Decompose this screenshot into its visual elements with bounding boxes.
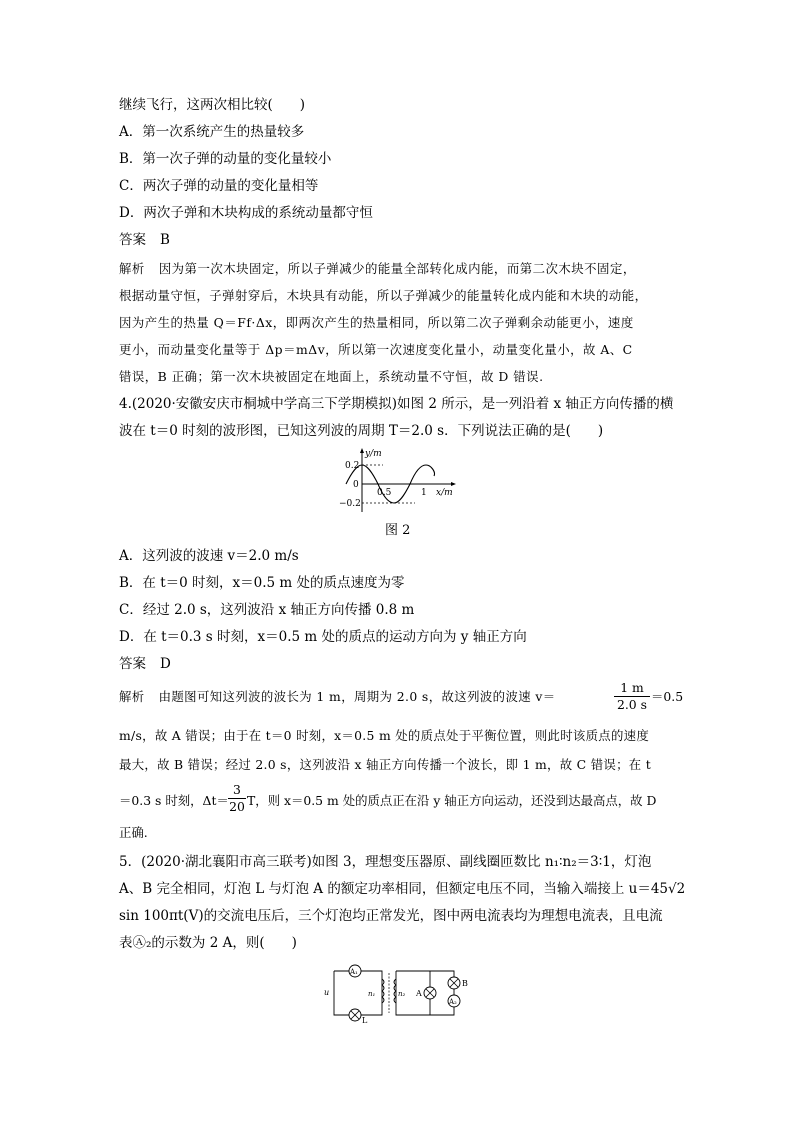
q5-stem-line-4: 表Ⓐ₂的示数为 2 A，则( ) <box>119 935 297 951</box>
answer-value: B <box>160 232 170 248</box>
q4-option-c: C．经过 2.0 s，这列波沿 x 轴正方向传播 0.8 m <box>119 602 415 618</box>
q3-analysis-line-1 <box>119 260 636 278</box>
tick-bottom: −0.2 <box>339 499 361 509</box>
q3-option-d: D．两次子弹和木块构成的系统动量都守恒 <box>119 205 373 221</box>
tick-top: 0.2 <box>345 461 360 471</box>
transformer-circuit-figure <box>322 963 472 1023</box>
fraction-numerator: 1 m <box>620 680 644 695</box>
q3-stem-tail: 继续飞行，这两次相比较( ) <box>119 97 306 113</box>
q4-option-b: B．在 t＝0 时刻，x＝0.5 m 处的质点速度为零 <box>119 575 405 591</box>
q3-analysis-line-5: 错误，B 正确；第一次木块被固定在地面上，系统动量不守恒，故 D 错误. <box>119 369 544 384</box>
q4-option-d: D．在 t＝0.3 s 时刻，x＝0.5 m 处的质点的运动方向为 y 轴正方向 <box>119 629 527 645</box>
q4-answer-row <box>119 655 171 673</box>
q4-analysis-line-1-end: ＝0.5 <box>651 689 684 704</box>
fraction-denominator: 20 <box>229 799 245 814</box>
ammeter-a2-label: A₂ <box>449 998 457 1006</box>
q5-stem-line-3: sin 100πt(V)的交流电压后，三个灯泡均正常发光，图中两电流表均为理想电流表，且电流 <box>119 908 663 924</box>
analysis-label: 解析 <box>119 261 145 276</box>
q4-analysis-line-2: m/s，故 A 错误；由于在 t＝0 时刻，x＝0.5 m 处的质点处于平衡位置，则此时该质点的速度 <box>119 728 650 743</box>
q4-analysis-line-4-end: T，则 x＝0.5 m 处的质点正在沿 y 轴正方向运动，还没到达最高点，故 D <box>247 793 657 808</box>
analysis-text: 因为第一次木块固定，所以子弹减少的能量全部转化成内能，而第二次木块不固定， <box>158 261 636 276</box>
tick-half: 0.5 <box>377 488 392 498</box>
analysis-text: 由题图可知这列波的波长为 1 m，周期为 2.0 s，故这列波的波速 v＝ <box>158 689 556 704</box>
ammeter-a1-label: A₁ <box>350 968 358 976</box>
y-axis-label: y/m <box>365 449 382 459</box>
lamp-b-label: B <box>462 979 468 988</box>
tick-one: 1 <box>421 488 427 498</box>
q3-analysis-line-3: 因为产生的热量 Q＝Ff·Δx，即两次产生的热量相同，所以第二次子弹剩余动能更小，速度 <box>119 315 634 330</box>
input-u-label: u <box>324 988 330 997</box>
tick-zero: 0 <box>353 480 359 490</box>
fraction-speed <box>614 681 650 712</box>
y-axis-arrow <box>360 448 364 453</box>
wave-figure <box>335 446 465 514</box>
q4-stem-line-2: 波在 t＝0 时刻的波形图，已知这列波的周期 T＝2.0 s．下列说法正确的是( ) <box>119 423 604 439</box>
lamp-a-label: A <box>416 989 422 998</box>
x-axis-arrow <box>451 482 456 486</box>
fraction-numerator: 3 <box>233 782 241 797</box>
q4-option-a: A．这列波的波速 v＝2.0 m/s <box>119 548 299 564</box>
answer-label: 答案 <box>119 232 146 248</box>
q3-analysis-line-2: 根据动量守恒，子弹射穿后，木块具有动能，所以子弹减少的能量转化成内能和木块的动能， <box>119 288 648 303</box>
q3-answer-row <box>119 231 170 249</box>
q4-analysis-line-3: 最大，故 B 错误；经过 2.0 s，这列波沿 x 轴正方向传播一个波长，即 1 m，故 C 错误；在 t <box>119 757 651 772</box>
fraction-time <box>228 783 246 814</box>
q4-analysis-last: 正确. <box>119 825 148 840</box>
q3-option-c: C．两次子弹的动量的变化量相等 <box>119 178 319 194</box>
q4-analysis-line-1 <box>119 688 556 706</box>
fraction-denominator: 2.0 s <box>616 697 647 712</box>
q4-stem-line-1: 4.(2020·安徽安庆市桐城中学高三下学期模拟)如图 2 所示，是一列沿着 x 轴正方向传播的横 <box>119 396 674 412</box>
answer-value: D <box>160 656 171 672</box>
q3-option-b: B．第一次子弹的动量的变化量较小 <box>119 151 332 167</box>
q5-stem-line-2: A、B 完全相同，灯泡 L 与灯泡 A 的额定功率相同，但额定电压不同，当输入端接上 u＝45√2 <box>119 881 686 897</box>
n2-label: n₂ <box>398 990 406 998</box>
q3-option-a: A．第一次系统产生的热量较多 <box>119 124 305 140</box>
q5-stem-line-1: 5．(2020·湖北襄阳市高三联考)如图 3，理想变压器原、副线圈匝数比 n₁∶n₂＝3∶1，灯泡 <box>119 854 652 870</box>
lamp-l-label: L <box>362 1016 368 1023</box>
x-axis-label: x/m <box>436 488 453 498</box>
analysis-label: 解析 <box>119 689 145 704</box>
q4-analysis-line-4-start: ＝0.3 s 时刻，Δt＝ <box>119 793 229 808</box>
answer-label: 答案 <box>119 656 146 672</box>
n1-label: n₁ <box>368 990 376 998</box>
q3-analysis-line-4: 更小，而动量变化量等于 Δp＝mΔv，所以第一次速度变化量小，动量变化量小，故 A、C <box>119 342 633 357</box>
figure-2-caption: 图 2 <box>385 523 411 538</box>
